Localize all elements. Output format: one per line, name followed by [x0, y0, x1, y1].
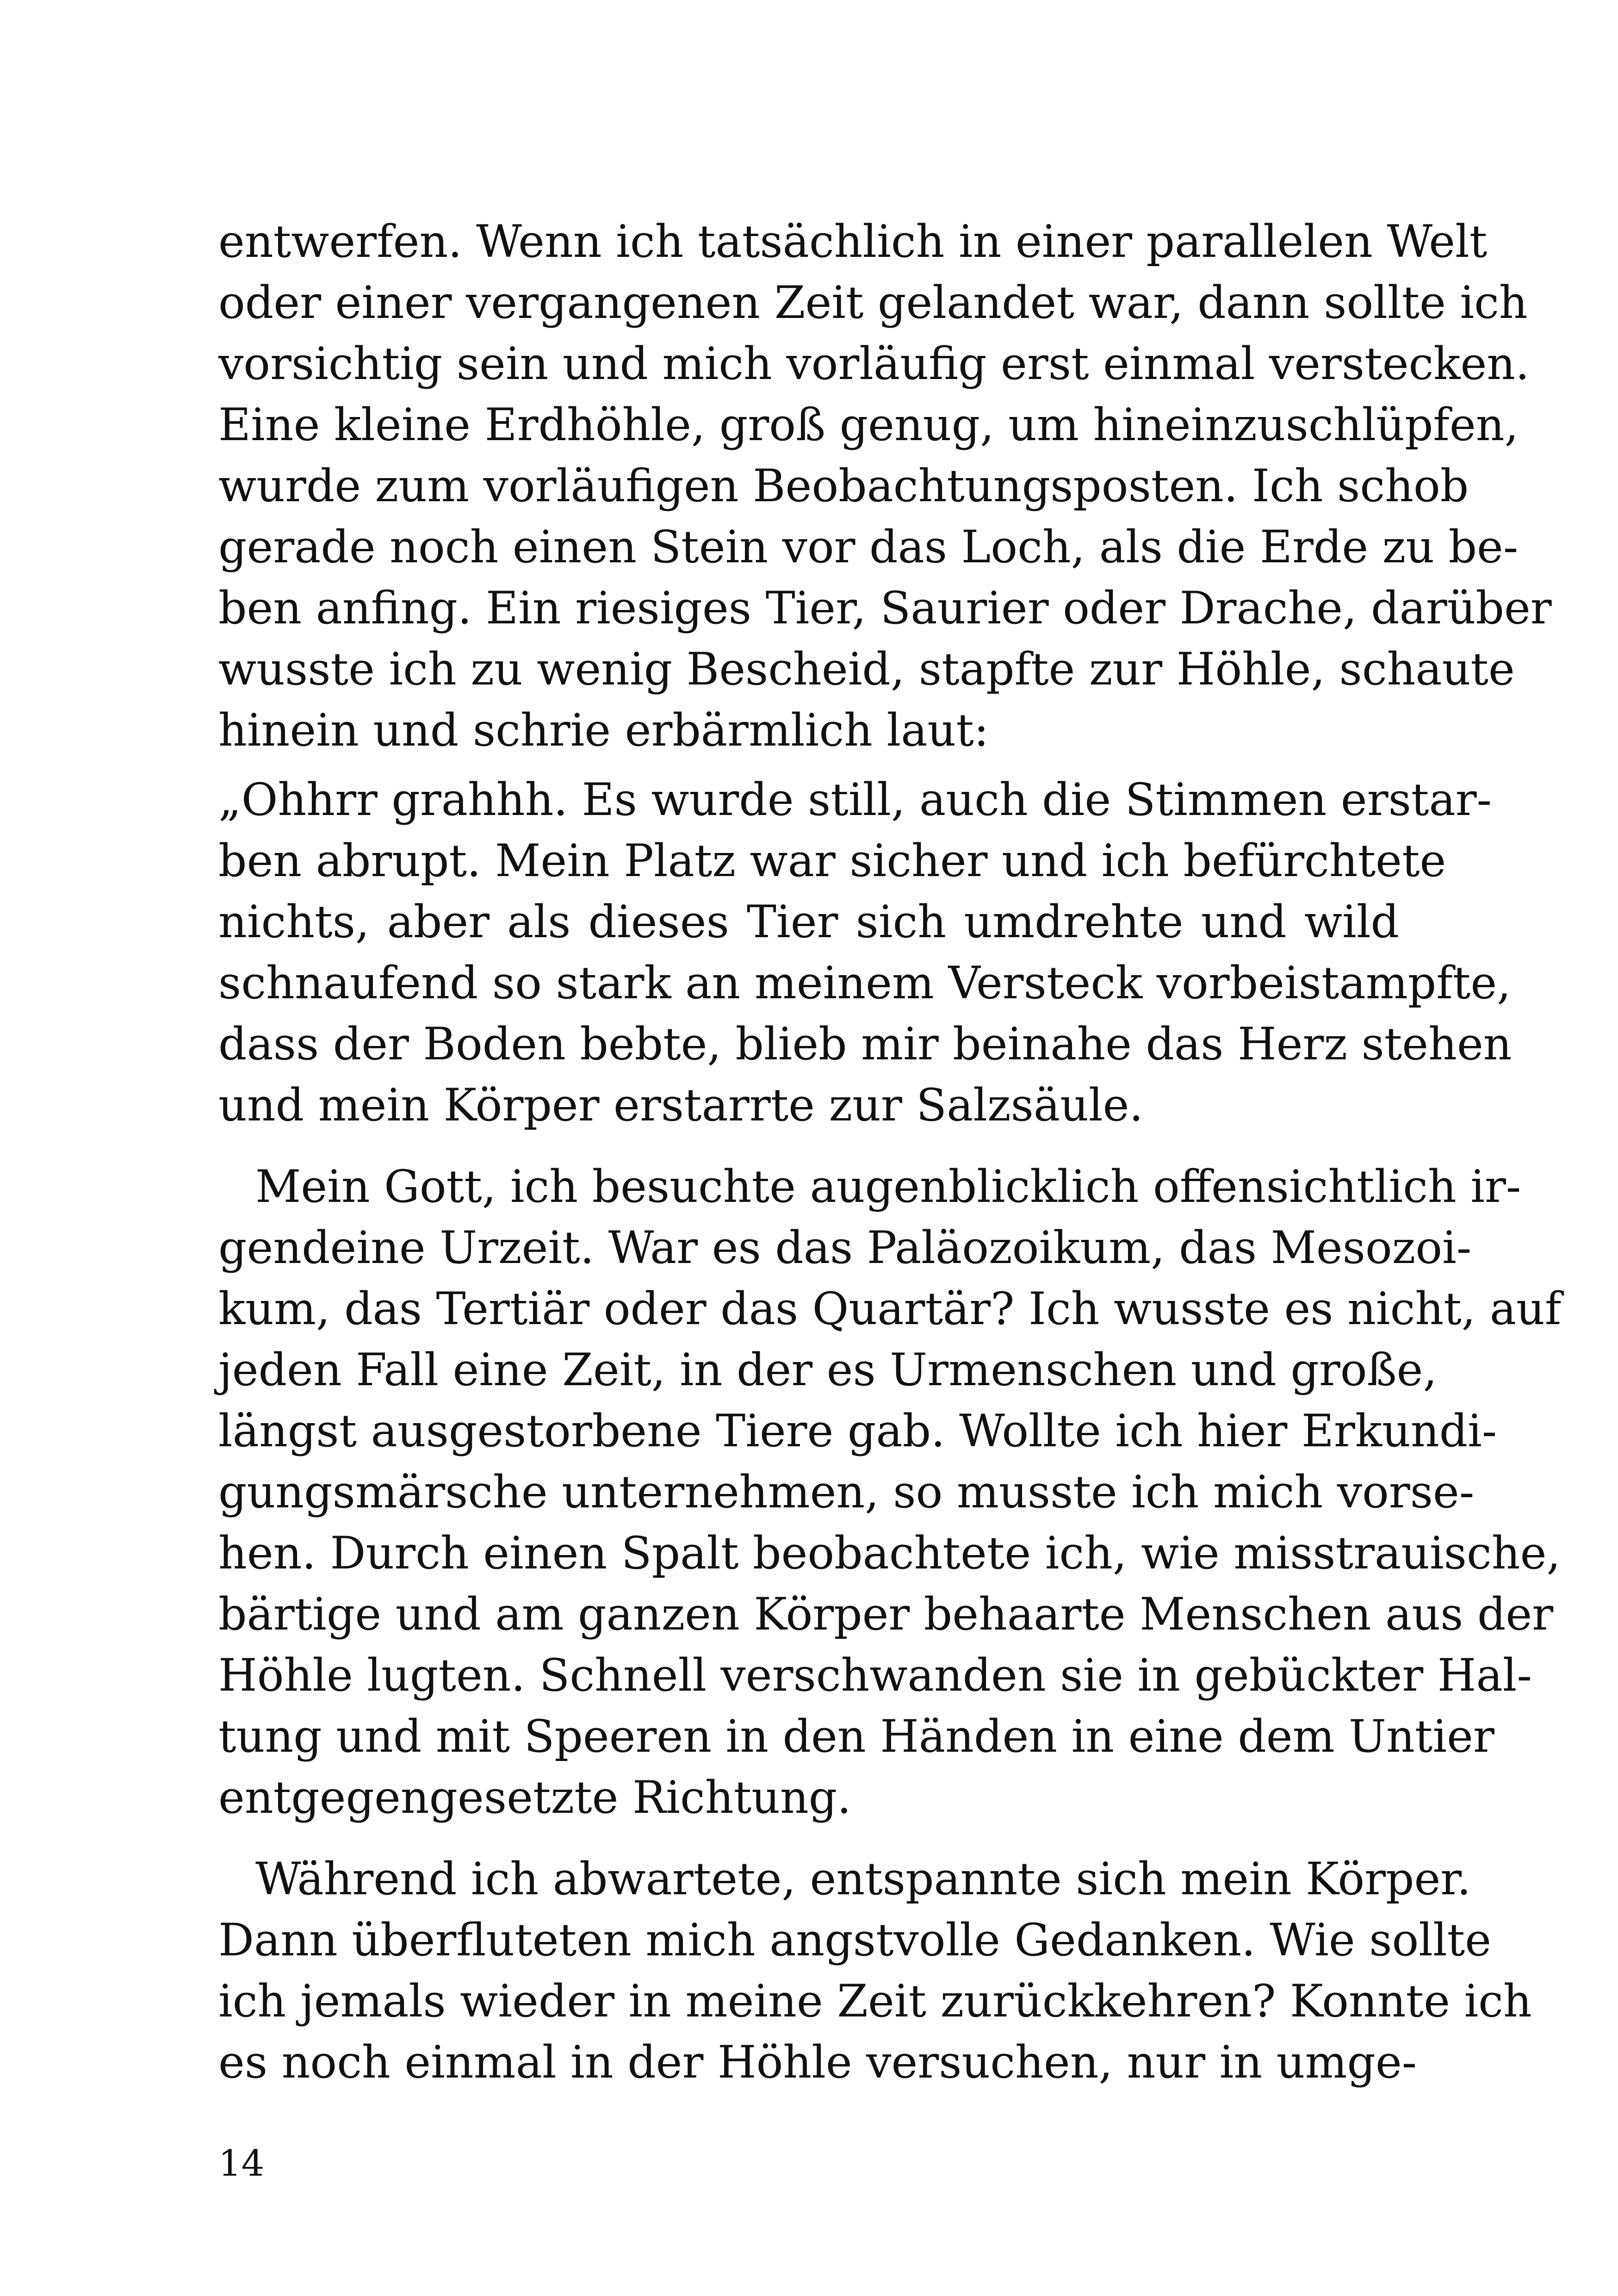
text-line: schnaufend so stark an meinem Versteck vorbeistampfte, [218, 957, 1511, 1009]
text-line: hinein und schrie erbärmlich laut: [218, 704, 989, 756]
text-line: vorsichtig sein und mich vorläufig erst einmal verstecken. [218, 338, 1530, 390]
text-line: und mein Körper erstarrte zur Salzsäule. [218, 1079, 1143, 1131]
text-line: Mein Gott, ich besuchte augenblicklich offensichtlich ir- [255, 1161, 1521, 1213]
text-line: tung und mit Speeren in den Händen in eine dem Untier [218, 1711, 1494, 1762]
text-line: hen. Durch einen Spalt beobachtete ich, wie misstrauische, [218, 1527, 1561, 1579]
paragraph-3 [218, 1156, 1562, 1828]
paragraph-1 [218, 211, 1552, 761]
text-line: ich jemals wieder in meine Zeit zurückkehren? Konnte ich [218, 1975, 1532, 2027]
text-line: längst ausgestorbene Tiere gab. Wollte ich hier Erkundi- [218, 1405, 1497, 1457]
text-line: dass der Boden bebte, blieb mir beinahe das Herz stehen [218, 1018, 1512, 1070]
page-number: 14 [218, 2143, 265, 2184]
text-line: entwerfen. Wenn ich tatsächlich in einer parallelen Welt [218, 216, 1488, 268]
text-line: oder einer vergangenen Zeit gelandet war, dann sollte ich [218, 277, 1528, 329]
text-line: wusste ich zu wenig Bescheid, stapfte zur Höhle, schaute [218, 643, 1515, 695]
text-line: ben abrupt. Mein Platz war sicher und ich befürchtete [218, 835, 1446, 887]
paragraph-2 [218, 769, 1512, 1136]
text-line: Während ich abwartete, entspannte sich mein Körper. [255, 1853, 1471, 1905]
text-line: Eine kleine Erdhöhle, groß genug, um hineinzuschlüpfen, [218, 399, 1519, 451]
text-line: gungsmärsche unternehmen, so musste ich mich vorse- [218, 1466, 1475, 1518]
text-line: gendeine Urzeit. War es das Paläozoikum, das Mesozoi- [218, 1222, 1472, 1274]
paragraph-4 [218, 1848, 1532, 2093]
text-line: „Ohhrr grahhh. Es wurde still, auch die Stimmen erstar- [218, 774, 1492, 826]
text-line: ben anfing. Ein riesiges Tier, Saurier oder Drache, darüber [218, 582, 1552, 634]
text-line: nichts, aber als dieses Tier sich umdrehte und wild [218, 896, 1399, 948]
text-line: entgegengesetzte Richtung. [218, 1772, 851, 1823]
text-line: Höhle lugten. Schnell verschwanden sie in gebückter Hal- [218, 1649, 1532, 1701]
text-line: bärtige und am ganzen Körper behaarte Menschen aus der [218, 1588, 1554, 1640]
text-line: es noch einmal in der Höhle versuchen, nur in umge- [218, 2036, 1417, 2088]
text-line: gerade noch einen Stein vor das Loch, als die Erde zu be- [218, 521, 1519, 573]
body-text [218, 211, 1562, 2093]
text-line: wurde zum vorläufigen Beobachtungsposten. Ich schob [218, 460, 1469, 512]
text-line: jeden Fall eine Zeit, in der es Urmenschen und große, [218, 1344, 1437, 1396]
text-line: Dann überfluteten mich angstvolle Gedanken. Wie sollte [218, 1914, 1492, 1966]
text-line: kum, das Tertiär oder das Quartär? Ich wusste es nicht, auf [218, 1283, 1562, 1335]
